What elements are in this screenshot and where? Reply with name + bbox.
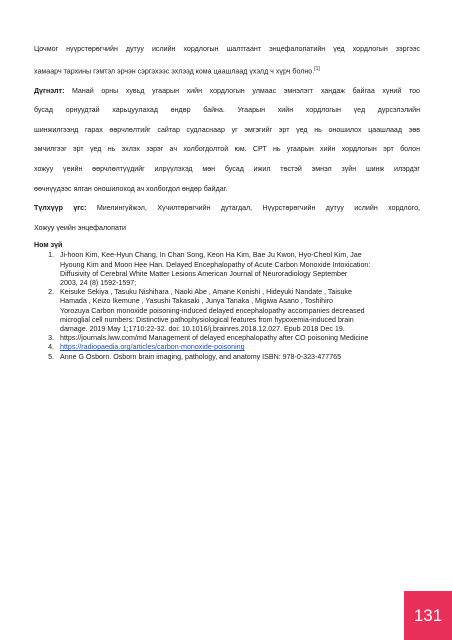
reference-1-line-2: Hyoung Kim and Moon Hee Han. Delayed Encephalopathy of Acute Carbon Monoxide Intoxication: (60, 260, 371, 269)
reference-1-line-3: Diffusivity of Cerebral White Matter Lesions American Journal of Neuroradiology September (60, 269, 348, 278)
keywords-paragraph (34, 199, 420, 238)
keywords-line-1: Түлхүүр үгс: Миелингүйжэл, Хүчилтөрөгчийн дутагдал, Нүүрстөрөгчийн дутуу ислийн хордлого, (34, 204, 420, 213)
reference-item-3 (56, 334, 420, 343)
conclusion-line-5: хожуу үеийн өөрчлөлтүүдийг илрүүлэхэд мөн бусад ижил төстэй эмнэл зүйн шинж илэрдэг (34, 164, 420, 173)
reference-2-line-2: Hamada , Keizo Ikemune , Yasushi Takasaki , Junya Tanaka , Migiwa Asano , Toshihiro (60, 297, 333, 306)
intro-paragraph (34, 40, 420, 82)
page-number: 131 (413, 605, 443, 625)
reference-5-line-1: 5. Anne G Osborn. Osborn brain imaging, pathology, and anatomy ISBN: 978-0-323-477765 (60, 352, 342, 361)
keywords-label: Түлхүүр үгс: (34, 204, 87, 213)
conclusion-line-3: шинжилгээнд гарах өөрчлөлтийг сайтар судласнаар уг эмгэгийг эрт үед нь оношилох цаашлаад эөв (34, 125, 420, 134)
reference-4-link[interactable]: 4. https://radiopaedia.org/articles/carbon-monoxide-poisoning (60, 343, 245, 352)
conclusion-line-6: өөчнүүдээс ялган оношилоход ач холбогдол өндөр байдаг. (34, 184, 228, 193)
reference-2-line-1: 2. Keisuke Sekiya , Tasuku Nishihara , Naoki Abe , Amane Konishi , Hideyuki Nandate , Taisuke (60, 288, 352, 297)
references-title: Ном зүй (34, 241, 63, 250)
reference-2-line-5: damage. 2019 May 1;1710:22-32. doi: 10.1016/j.brainres.2018.12.027. Epub 2018 Dec 19. (60, 324, 345, 333)
conclusion-paragraph (34, 82, 420, 200)
conclusion-line-2: бусад орнуудтай харьцуулахад өндөр байна. Угаарын хийн хордлогын үед дурсэлэлийн (34, 106, 420, 115)
intro-line-2: хамаарч тархины гэмтэл эрчэн сэргэхээс эхлээд кома цаашлаад үхэлд ч хүрч болно.[1] (34, 65, 320, 75)
reference-3-line-1: 3. https://journals.lww.com/md Management of delayed encephalopathy after CO poisoning Medicine (60, 334, 369, 343)
references-list (34, 251, 420, 361)
citation-marker: [1] (314, 65, 320, 72)
conclusion-line-1: Дүгнэлт: Манай орны хувьд угаарын хийн хордлогын улмаас эмнэлэгт хандаж байгаа хүний тоо (34, 86, 420, 95)
keywords-line-2: Хожуу үеийн энцефалопати (34, 223, 126, 232)
page-number-badge (404, 591, 452, 640)
reference-1-line-1: 1. Ji-hoon Kim, Kee-Hyun Chang, In Chan Song, Keon Ha Kim, Bae Ju Kwon, Hyo-Cheol Kim, Jae (60, 251, 362, 260)
conclusion-line-4: эмчилгээг эрт үед нь эхлэх зэрэг ач холбогдолтой юм. СРТ нь угаарын хийн хордлогын эрт болон (34, 145, 420, 154)
conclusion-label: Дүгнэлт: (34, 86, 65, 95)
reference-item-4 (56, 343, 420, 352)
reference-2-line-4: microglial cell numbers: Distinctive pathophysiological features from hypoxemia-induced brain (60, 315, 354, 324)
reference-item-5 (56, 353, 420, 362)
intro-line-1: Цочмог нүүрстөрөгчийн дутуу ислийн хордлогын шалтгаант энцефалопатийн үед хордлогын зэргээс (34, 45, 420, 53)
reference-1-line-4: 2003, 24 (8) 1592-1597; (60, 278, 137, 287)
reference-item-2 (56, 288, 420, 334)
reference-item-1 (56, 251, 420, 288)
page-content (34, 40, 420, 362)
reference-2-line-3: Yorozuya Carbon monoxide poisoning-induced delayed encephalopathy accompanies decreased (60, 306, 365, 315)
